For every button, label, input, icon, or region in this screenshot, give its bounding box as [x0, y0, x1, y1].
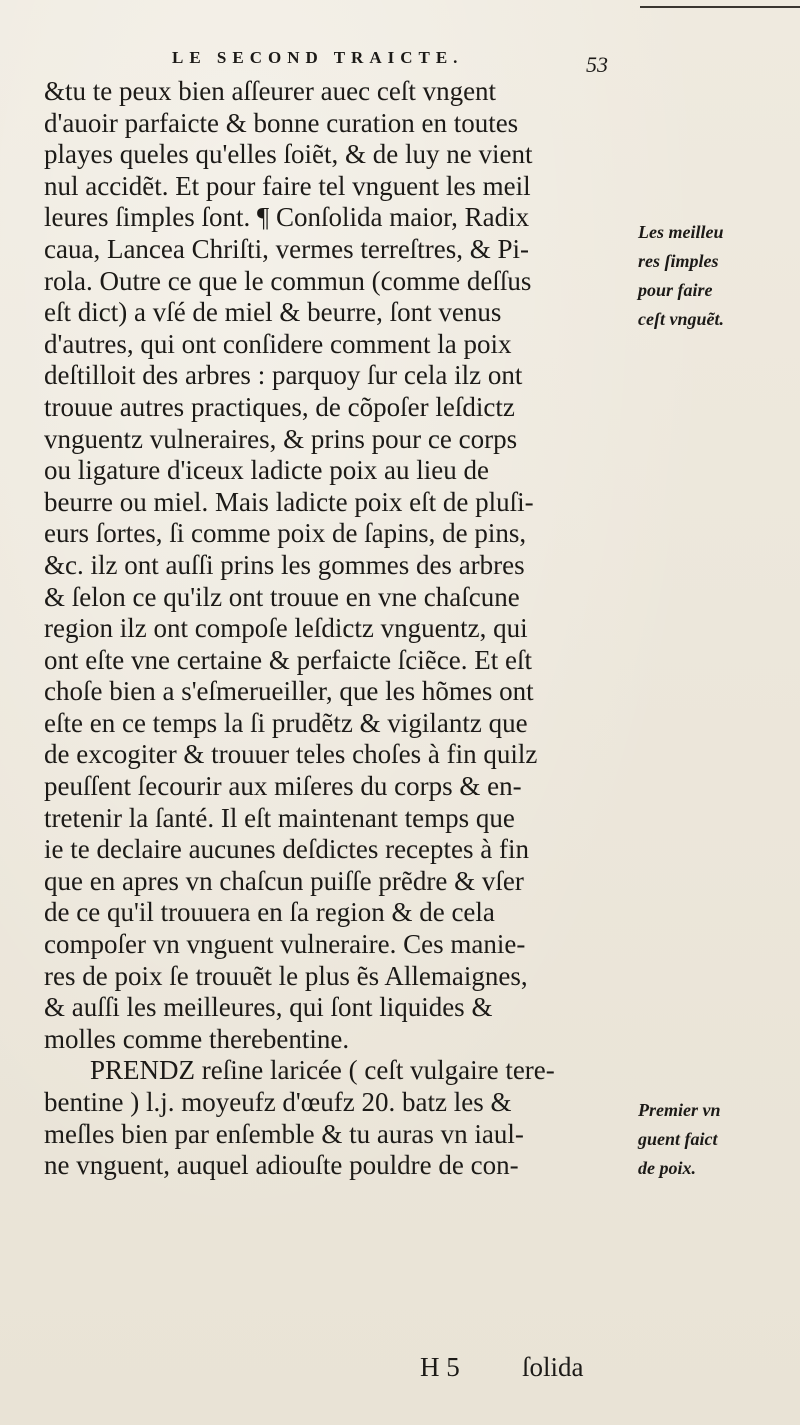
text-line: &tu te peux bien aſſeurer auec ceſt vngent [44, 76, 497, 106]
text-line: choſe bien a s'eſmerueiller, que les hõmes ont [44, 676, 534, 707]
body-text [44, 76, 634, 1182]
text-line: deſtilloit des arbres : parquoy ſur cela ilz ont [44, 360, 523, 391]
text-line: ne vnguent, auquel adiouſte pouldre de con- [44, 1150, 519, 1181]
text-line: nul accidẽt. Et pour faire tel vnguent les meil [44, 170, 531, 201]
text-line: &c. ilz ont auſſi prins les gommes des arbres [44, 549, 525, 580]
text-line: caua, Lancea Chriſti, vermes terreſtres, & Pi- [44, 233, 530, 264]
text-line: bentine ) l.j. moyeufz d'œufz 20. batz les & [44, 1087, 512, 1117]
text-line: eſt dict) a vſé de miel & beurre, ſont venus [44, 297, 502, 328]
text-line: & ſelon ce qu'ilz ont trouue en vne chaſcune [44, 581, 520, 612]
text-line: beurre ou miel. Mais ladicte poix eſt de pluſi- [44, 486, 534, 517]
text-line: & auſſi les meilleures, qui ſont liquides & [44, 992, 493, 1023]
text-line: tretenir la ſanté. Il eſt maintenant temps que [44, 802, 515, 833]
text-line: trouue autres practiques, de cõpoſer leſdictz [44, 391, 515, 422]
text-line: meſles bien par enſemble & tu auras vn iaul- [44, 1118, 524, 1149]
margin-note-line: guent faict [638, 1129, 718, 1149]
margin-note [638, 1096, 798, 1183]
signature-mark: H 5 [420, 1352, 460, 1382]
text-line: de ce qu'il trouuera en ſa region & de cela [44, 897, 495, 928]
margin-note-line: pour faire [638, 280, 713, 300]
margin-note [638, 218, 798, 334]
text-line: molles comme therebentine. [44, 1023, 350, 1054]
running-head: LE SECOND TRAICTE. [172, 48, 464, 67]
text-line: PRENDZ reſine laricée ( ceſt vulgaire tere- [90, 1055, 555, 1086]
text-line: rola. Outre ce que le commun (comme deſſus [44, 265, 532, 296]
margin-note-line: res ſimples [638, 251, 719, 271]
text-line: peuſſent ſecourir aux miſeres du corps & en- [44, 771, 522, 802]
margin-note-line: Premier vn [638, 1100, 721, 1120]
text-line: de excogiter & trouuer teles choſes à fin quilz [44, 739, 538, 770]
text-line: playes queles qu'elles ſoiẽt, & de luy ne vient [44, 139, 533, 170]
text-line: res de poix ſe trouuẽt le plus ẽs Allemaignes, [44, 960, 528, 991]
text-line: ont eſte vne certaine & perfaicte ſciẽce. Et eſt [44, 644, 532, 675]
text-line: d'autres, qui ont conſidere comment la poix [44, 328, 512, 359]
margin-note-line: ceſt vnguẽt. [638, 309, 724, 329]
text-line: eſte en ce temps la ſi prudẽtz & vigilantz que [44, 707, 528, 738]
text-line: leures ſimples ſont. ¶ Conſolida maior, Radix [44, 202, 530, 233]
top-rule [640, 6, 800, 8]
text-line: region ilz ont compoſe leſdictz vnguentz, qui [44, 613, 528, 644]
text-line: compoſer vn vnguent vulneraire. Ces manie- [44, 929, 526, 960]
text-line: ie te declaire aucunes deſdictes receptes à fin [44, 834, 529, 865]
margin-note-line: de poix. [638, 1158, 696, 1178]
text-line: vnguentz vulneraires, & prins pour ce corps [44, 423, 518, 454]
text-line: d'auoir parfaicte & bonne curation en toutes [44, 107, 519, 138]
page-number: 53 [586, 52, 608, 77]
text-line: ou ligature d'iceux ladicte poix au lieu de [44, 455, 489, 486]
text-line: que en apres vn chaſcun puiſſe prẽdre & vſer [44, 865, 524, 896]
margin-note-line: Les meilleu [638, 222, 724, 242]
text-line: eurs ſortes, ſi comme poix de ſapins, de pins, [44, 518, 527, 549]
catchword: ſolida [522, 1352, 584, 1382]
